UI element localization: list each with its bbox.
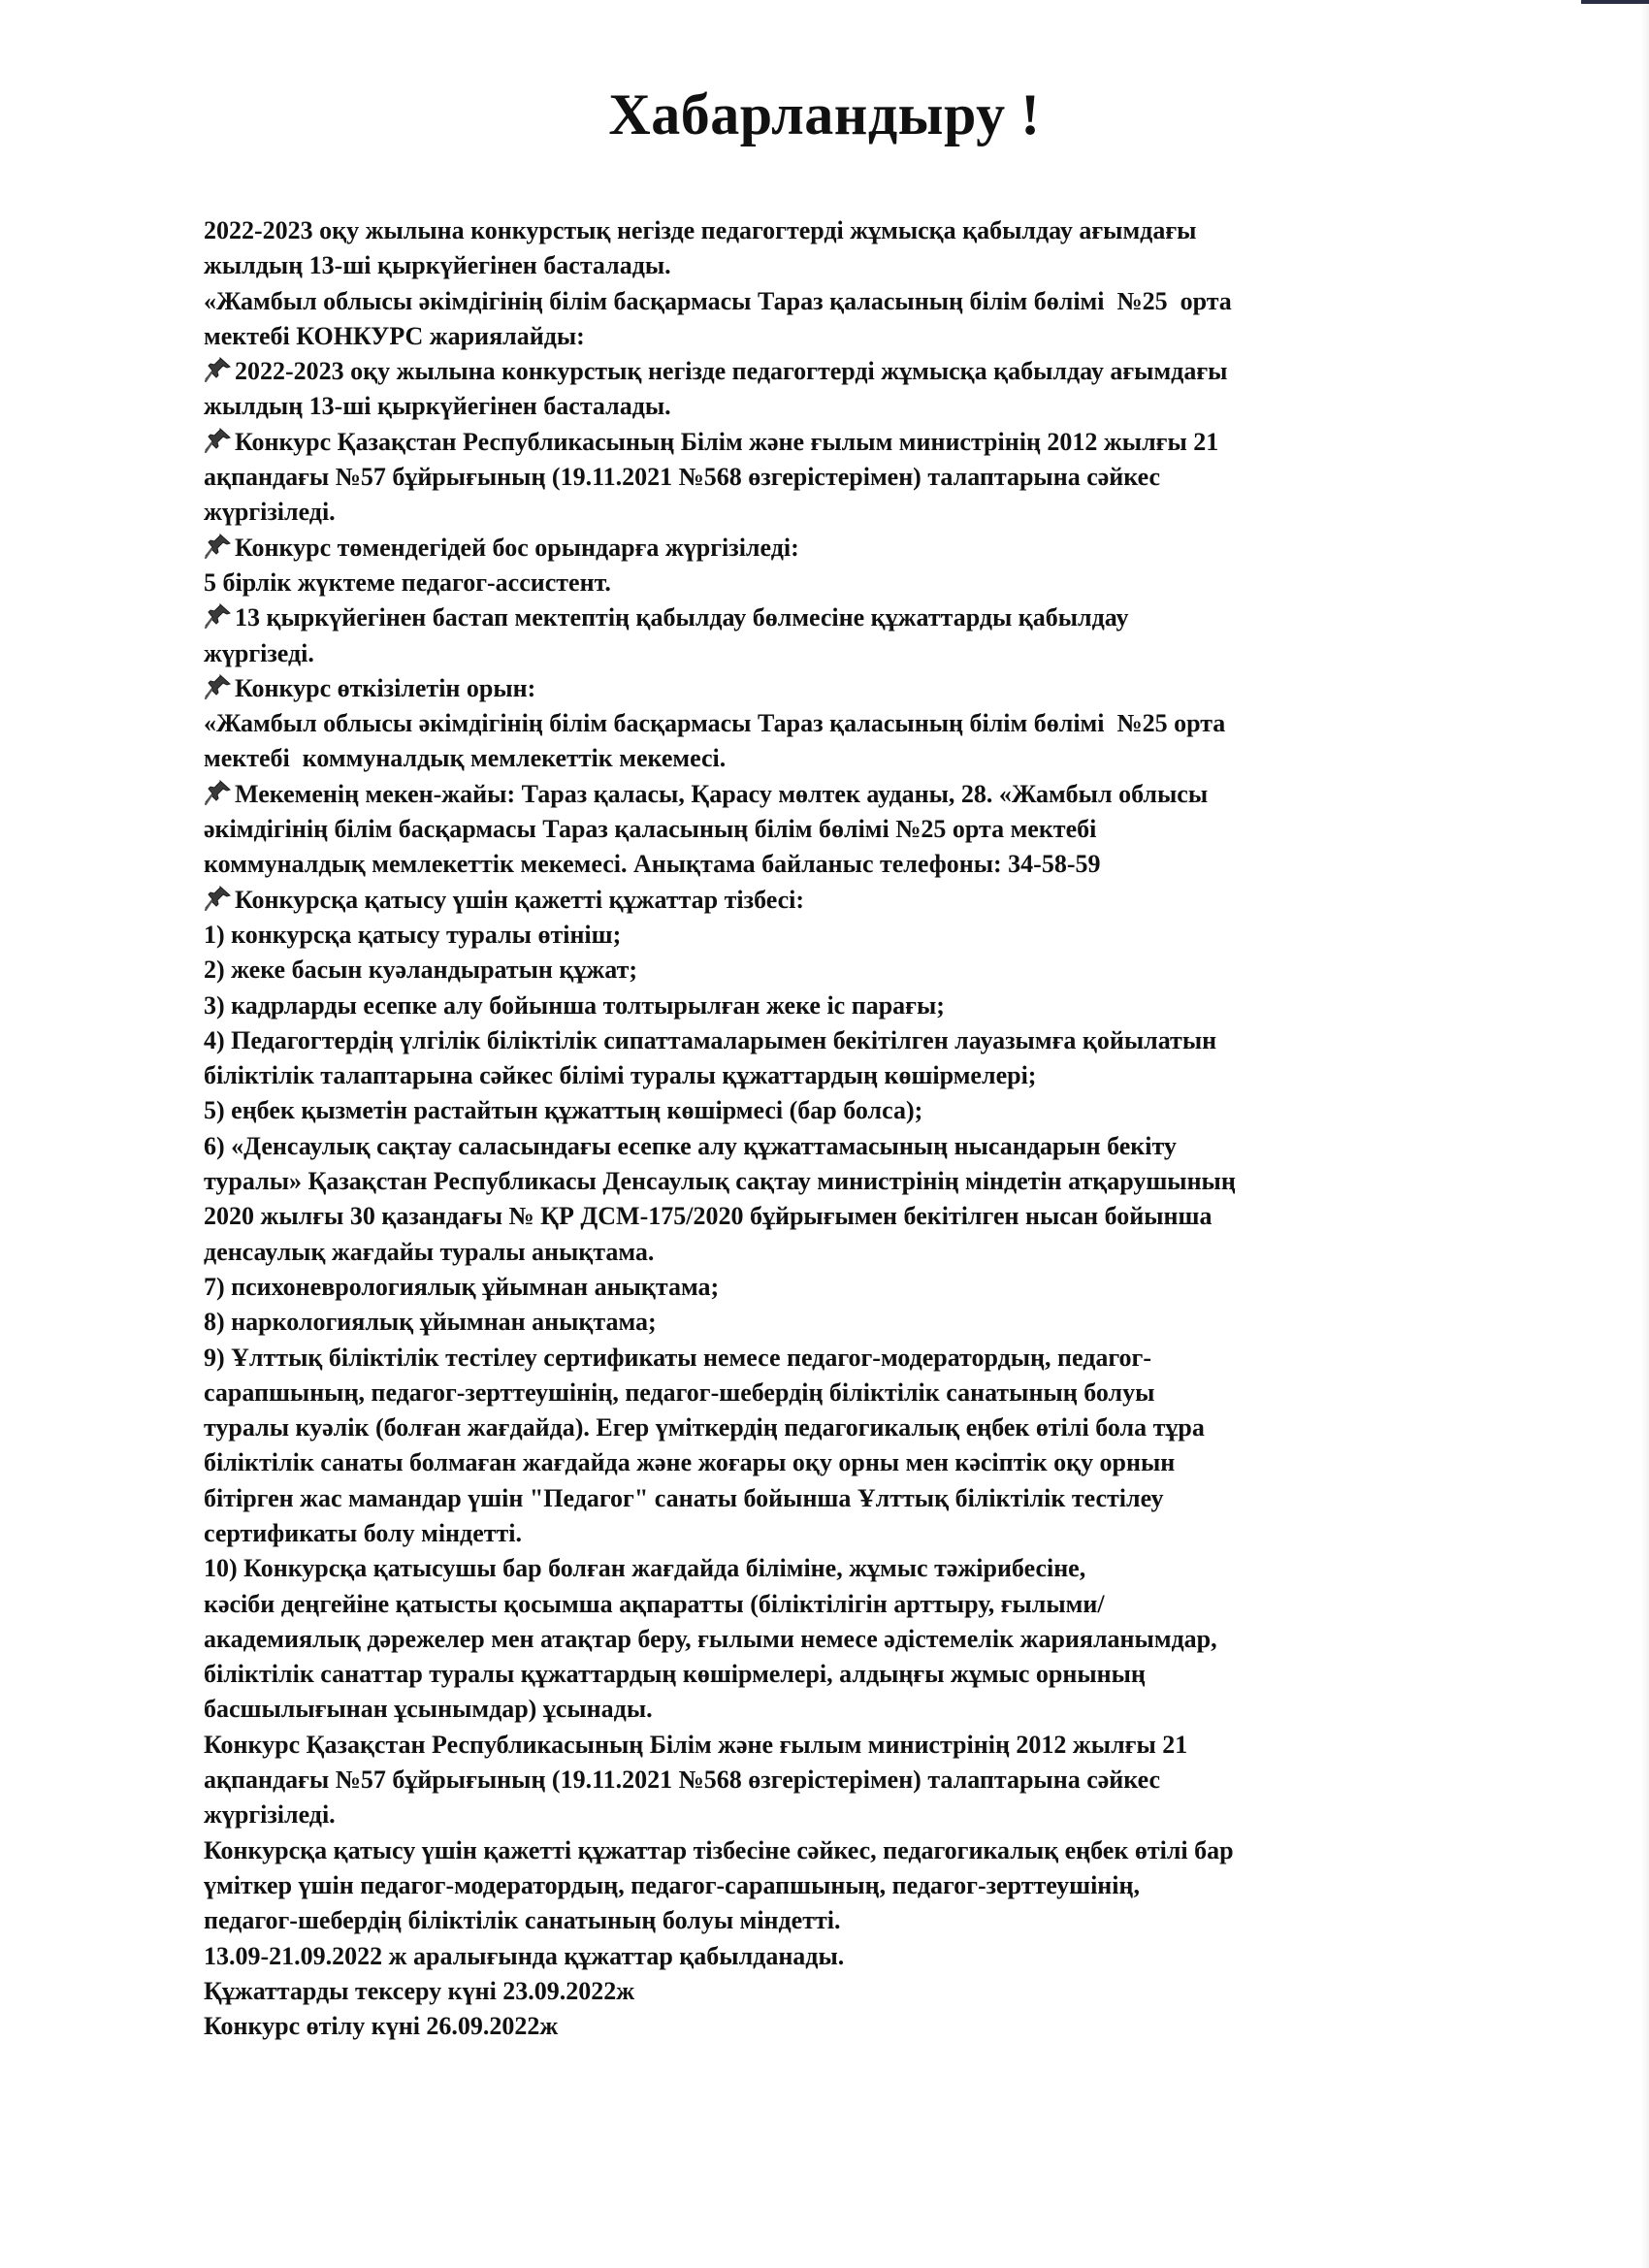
line-text: мектебі КОНКУРС жариялайды: bbox=[204, 321, 585, 350]
line-text: жүргізіледі. bbox=[204, 498, 336, 527]
line-text: «Жамбыл облысы әкімдігінің білім басқармасы Тараз қаласының білім бөлімі №25 орта bbox=[204, 709, 1226, 738]
text-line bbox=[204, 248, 1465, 283]
text-line bbox=[204, 1622, 1465, 1657]
line-text: 3) кадрларды есепке алу бойынша толтырылған жеке іс парағы; bbox=[204, 990, 945, 1020]
line-text: үміткер үшін педагог-модератордың, педагог-сарапшының, педагог-зерттеушінің, bbox=[204, 1870, 1140, 1899]
text-line bbox=[204, 1305, 1465, 1340]
line-text: 7) психоневрологиялық ұйымнан анықтама; bbox=[204, 1272, 720, 1301]
line-text: Конкурс өтілу күні 26.09.2022ж bbox=[204, 2012, 559, 2041]
line-text: 5 бірлік жүктеме педагог-ассистент. bbox=[204, 567, 611, 597]
scan-corner-mark bbox=[1581, 0, 1649, 4]
paragraph bbox=[204, 213, 1465, 284]
text-line bbox=[204, 1376, 1465, 1410]
pushpin-icon bbox=[204, 533, 233, 560]
text-line bbox=[204, 847, 1465, 882]
pushpin-icon bbox=[204, 427, 233, 454]
text-line bbox=[204, 883, 1465, 918]
line-text: денсаулық жағдайы туралы анықтама. bbox=[204, 1237, 655, 1266]
line-text: жүргізіледі. bbox=[204, 1800, 336, 1830]
text-line bbox=[204, 319, 1465, 354]
pushpin-icon bbox=[204, 356, 233, 383]
paragraph bbox=[204, 1974, 1465, 2009]
page-title: Хабарландыру ! bbox=[608, 82, 1041, 146]
line-text: 6) «Денсаулық сақтау саласындағы есепке алу құжаттамасының нысандарын бекіту bbox=[204, 1131, 1177, 1160]
text-line bbox=[204, 812, 1465, 847]
text-line bbox=[204, 1692, 1465, 1727]
line-text: мектебі коммуналдық мемлекеттік мекемесі. bbox=[204, 744, 727, 773]
pinned-paragraph bbox=[204, 671, 1465, 706]
pinned-paragraph bbox=[204, 531, 1465, 566]
text-line bbox=[204, 1270, 1465, 1305]
line-text: 2) жеке басын куәландыратын құжат; bbox=[204, 956, 638, 985]
pinned-paragraph bbox=[204, 354, 1465, 425]
text-line bbox=[204, 2009, 1465, 2044]
text-line bbox=[204, 600, 1465, 635]
line-text: біліктілік санаты болмаған жағдайда және жоғары оқу орны мен кәсіптік оқу орнын bbox=[204, 1448, 1176, 1477]
text-line bbox=[204, 460, 1465, 495]
line-text: Мекеменің мекен-жайы: Тараз қаласы, Қарасу мөлтек ауданы, 28. «Жамбыл облысы bbox=[235, 779, 1209, 808]
paragraph bbox=[204, 706, 1465, 777]
text-line bbox=[204, 213, 1465, 248]
text-line bbox=[204, 1587, 1465, 1622]
line-text: сертификаты болу міндетті. bbox=[204, 1518, 522, 1547]
text-line bbox=[204, 1798, 1465, 1832]
text-line bbox=[204, 1129, 1465, 1164]
line-text: Конкурс Қазақстан Республикасының Білім және ғылым министрінің 2012 жылғы 21 bbox=[235, 427, 1219, 456]
text-line bbox=[204, 1833, 1465, 1868]
line-text: Конкурс Қазақстан Республикасының Білім және ғылым министрінің 2012 жылғы 21 bbox=[204, 1730, 1188, 1759]
text-line bbox=[204, 988, 1465, 1023]
pinned-paragraph bbox=[204, 777, 1465, 883]
text-line bbox=[204, 1058, 1465, 1093]
text-line bbox=[204, 566, 1465, 600]
text-line bbox=[204, 777, 1465, 812]
paragraph bbox=[204, 1728, 1465, 1833]
line-text: бітірген жас мамандар үшін "Педагог" санаты бойынша Ұлттық біліктілік тестілеу bbox=[204, 1483, 1164, 1512]
scan-edge bbox=[1641, 0, 1649, 2268]
line-text: Құжаттарды тексеру күні 23.09.2022ж bbox=[204, 1976, 635, 2005]
text-line bbox=[204, 1763, 1465, 1798]
line-text: басшылығынан ұсынымдар) ұсынады. bbox=[204, 1695, 653, 1724]
text-line bbox=[204, 1410, 1465, 1445]
pushpin-icon bbox=[204, 673, 233, 700]
text-line bbox=[204, 1939, 1465, 1974]
pinned-paragraph bbox=[204, 425, 1465, 531]
line-text: біліктілік санаттар туралы құжаттардың көшірмелері, алдыңғы жұмыс орнының bbox=[204, 1660, 1146, 1689]
line-text: Конкурсқа қатысу үшін қажетті құжаттар тізбесіне сәйкес, педагогикалық еңбек өтілі бар bbox=[204, 1835, 1234, 1864]
text-line bbox=[204, 1481, 1465, 1516]
line-text: 2022-2023 оқу жылына конкурстық негізде педагогтерді жұмысқа қабылдау ағымдағы bbox=[235, 357, 1228, 386]
line-text: 8) наркологиялық ұйымнан анықтама; bbox=[204, 1308, 657, 1337]
line-text: педагог-шебердің біліктілік санатының болуы міндетті. bbox=[204, 1906, 841, 1935]
pushpin-icon bbox=[204, 779, 233, 806]
text-line bbox=[204, 1341, 1465, 1376]
line-text: ақпандағы №57 бұйрығының (19.11.2021 №568 өзгерістерімен) талаптарына сәйкес bbox=[204, 463, 1161, 492]
paragraph bbox=[204, 918, 1465, 953]
text-line bbox=[204, 1551, 1465, 1586]
paragraph bbox=[204, 1129, 1465, 1270]
pushpin-icon bbox=[204, 885, 233, 912]
text-line bbox=[204, 531, 1465, 566]
line-text: жылдың 13-ші қыркүйегінен басталады. bbox=[204, 392, 671, 421]
line-text: 2020 жылғы 30 қазандағы № ҚР ДСМ-175/2020 бұйрығымен бекітілген нысан бойынша bbox=[204, 1202, 1212, 1231]
text-line bbox=[204, 1164, 1465, 1199]
paragraph bbox=[204, 1270, 1465, 1305]
text-line bbox=[204, 1093, 1465, 1128]
paragraph bbox=[204, 988, 1465, 1023]
line-text: 5) еңбек қызметін растайтын құжаттың көшірмесі (бар болса); bbox=[204, 1096, 923, 1125]
line-text: сарапшының, педагог-зерттеушінің, педагог-шебердің біліктілік санатының болуы bbox=[204, 1377, 1155, 1407]
pinned-paragraph bbox=[204, 883, 1465, 918]
text-line bbox=[204, 671, 1465, 706]
text-line bbox=[204, 284, 1465, 319]
text-line bbox=[204, 1903, 1465, 1938]
line-text: 13 қыркүйегінен бастап мектептің қабылдау бөлмесіне құжаттарды қабылдау bbox=[235, 603, 1129, 632]
line-text: кәсіби деңгейіне қатысты қосымша ақпаратты (біліктілігін арттыру, ғылыми/ bbox=[204, 1589, 1105, 1618]
paragraph bbox=[204, 1305, 1465, 1340]
paragraph bbox=[204, 1093, 1465, 1128]
paragraph bbox=[204, 1551, 1465, 1727]
line-text: туралы» Қазақстан Республикасы Денсаулық сақтау министрінің міндетін атқарушының bbox=[204, 1167, 1236, 1196]
line-text: Конкурс өткізілетін орын: bbox=[235, 673, 536, 702]
text-line bbox=[204, 636, 1465, 671]
text-line bbox=[204, 495, 1465, 530]
text-line bbox=[204, 1657, 1465, 1692]
pinned-paragraph bbox=[204, 600, 1465, 671]
text-line bbox=[204, 741, 1465, 776]
line-text: Конкурс төмендегідей бос орындарға жүргізіледі: bbox=[235, 533, 799, 562]
line-text: «Жамбыл облысы әкімдігінің білім басқармасы Тараз қаласының білім бөлімі №25 орта bbox=[204, 286, 1232, 315]
line-text: жүргізеді. bbox=[204, 638, 314, 667]
text-line bbox=[204, 1445, 1465, 1480]
text-line bbox=[204, 953, 1465, 988]
line-text: жылдың 13-ші қыркүйегінен басталады. bbox=[204, 251, 671, 280]
line-text: Конкурсқа қатысу үшін қажетті құжаттар тізбесі: bbox=[235, 885, 805, 914]
text-line bbox=[204, 1516, 1465, 1551]
paragraph bbox=[204, 566, 1465, 600]
line-text: 4) Педагогтердің үлгілік біліктілік сипаттамаларымен бекітілген лауазымға қойылатын bbox=[204, 1025, 1217, 1054]
text-line bbox=[204, 1235, 1465, 1270]
line-text: 2022-2023 оқу жылына конкурстық негізде педагогтерді жұмысқа қабылдау ағымдағы bbox=[204, 216, 1197, 244]
text-line bbox=[204, 1199, 1465, 1234]
paragraph bbox=[204, 1341, 1465, 1552]
paragraph bbox=[204, 2009, 1465, 2044]
line-text: 1) конкурсқа қатысу туралы өтініш; bbox=[204, 920, 622, 949]
line-text: әкімдігінің білім басқармасы Тараз қаласының білім бөлімі №25 орта мектебі bbox=[204, 815, 1097, 844]
line-text: академиялық дәрежелер мен атақтар беру, ғылыми немесе әдістемелік жарияланымдар, bbox=[204, 1624, 1217, 1653]
text-line bbox=[204, 706, 1465, 741]
line-text: ақпандағы №57 бұйрығының (19.11.2021 №568 өзгерістерімен) талаптарына сәйкес bbox=[204, 1766, 1161, 1795]
pushpin-icon bbox=[204, 602, 233, 630]
paragraph bbox=[204, 284, 1465, 355]
line-text: 13.09-21.09.2022 ж аралығында құжаттар қабылданады. bbox=[204, 1941, 845, 1970]
paragraph bbox=[204, 1939, 1465, 1974]
paragraph bbox=[204, 953, 1465, 988]
text-line bbox=[204, 918, 1465, 953]
text-line bbox=[204, 1974, 1465, 2009]
line-text: 10) Конкурсқа қатысушы бар болған жағдайда біліміне, жұмыс тәжірибесіне, bbox=[204, 1554, 1086, 1583]
text-line bbox=[204, 389, 1465, 424]
paragraph bbox=[204, 1023, 1465, 1094]
text-line bbox=[204, 1023, 1465, 1058]
line-text: туралы куәлік (болған жағдайда). Егер үміткердің педагогикалық еңбек өтілі бола тұра bbox=[204, 1413, 1205, 1442]
text-line bbox=[204, 354, 1465, 389]
line-text: коммуналдық мемлекеттік мекемесі. Анықтама байланыс телефоны: 34-58-59 bbox=[204, 850, 1101, 879]
text-line bbox=[204, 425, 1465, 460]
line-text: 9) Ұлттық біліктілік тестілеу сертификаты немесе педагог-модератордың, педагог- bbox=[204, 1343, 1151, 1372]
text-line bbox=[204, 1728, 1465, 1763]
announcement-body bbox=[204, 213, 1465, 2044]
line-text: біліктілік талаптарына сәйкес білімі туралы құжаттардың көшірмелері; bbox=[204, 1061, 1037, 1090]
paragraph bbox=[204, 1833, 1465, 1939]
text-line bbox=[204, 1868, 1465, 1903]
